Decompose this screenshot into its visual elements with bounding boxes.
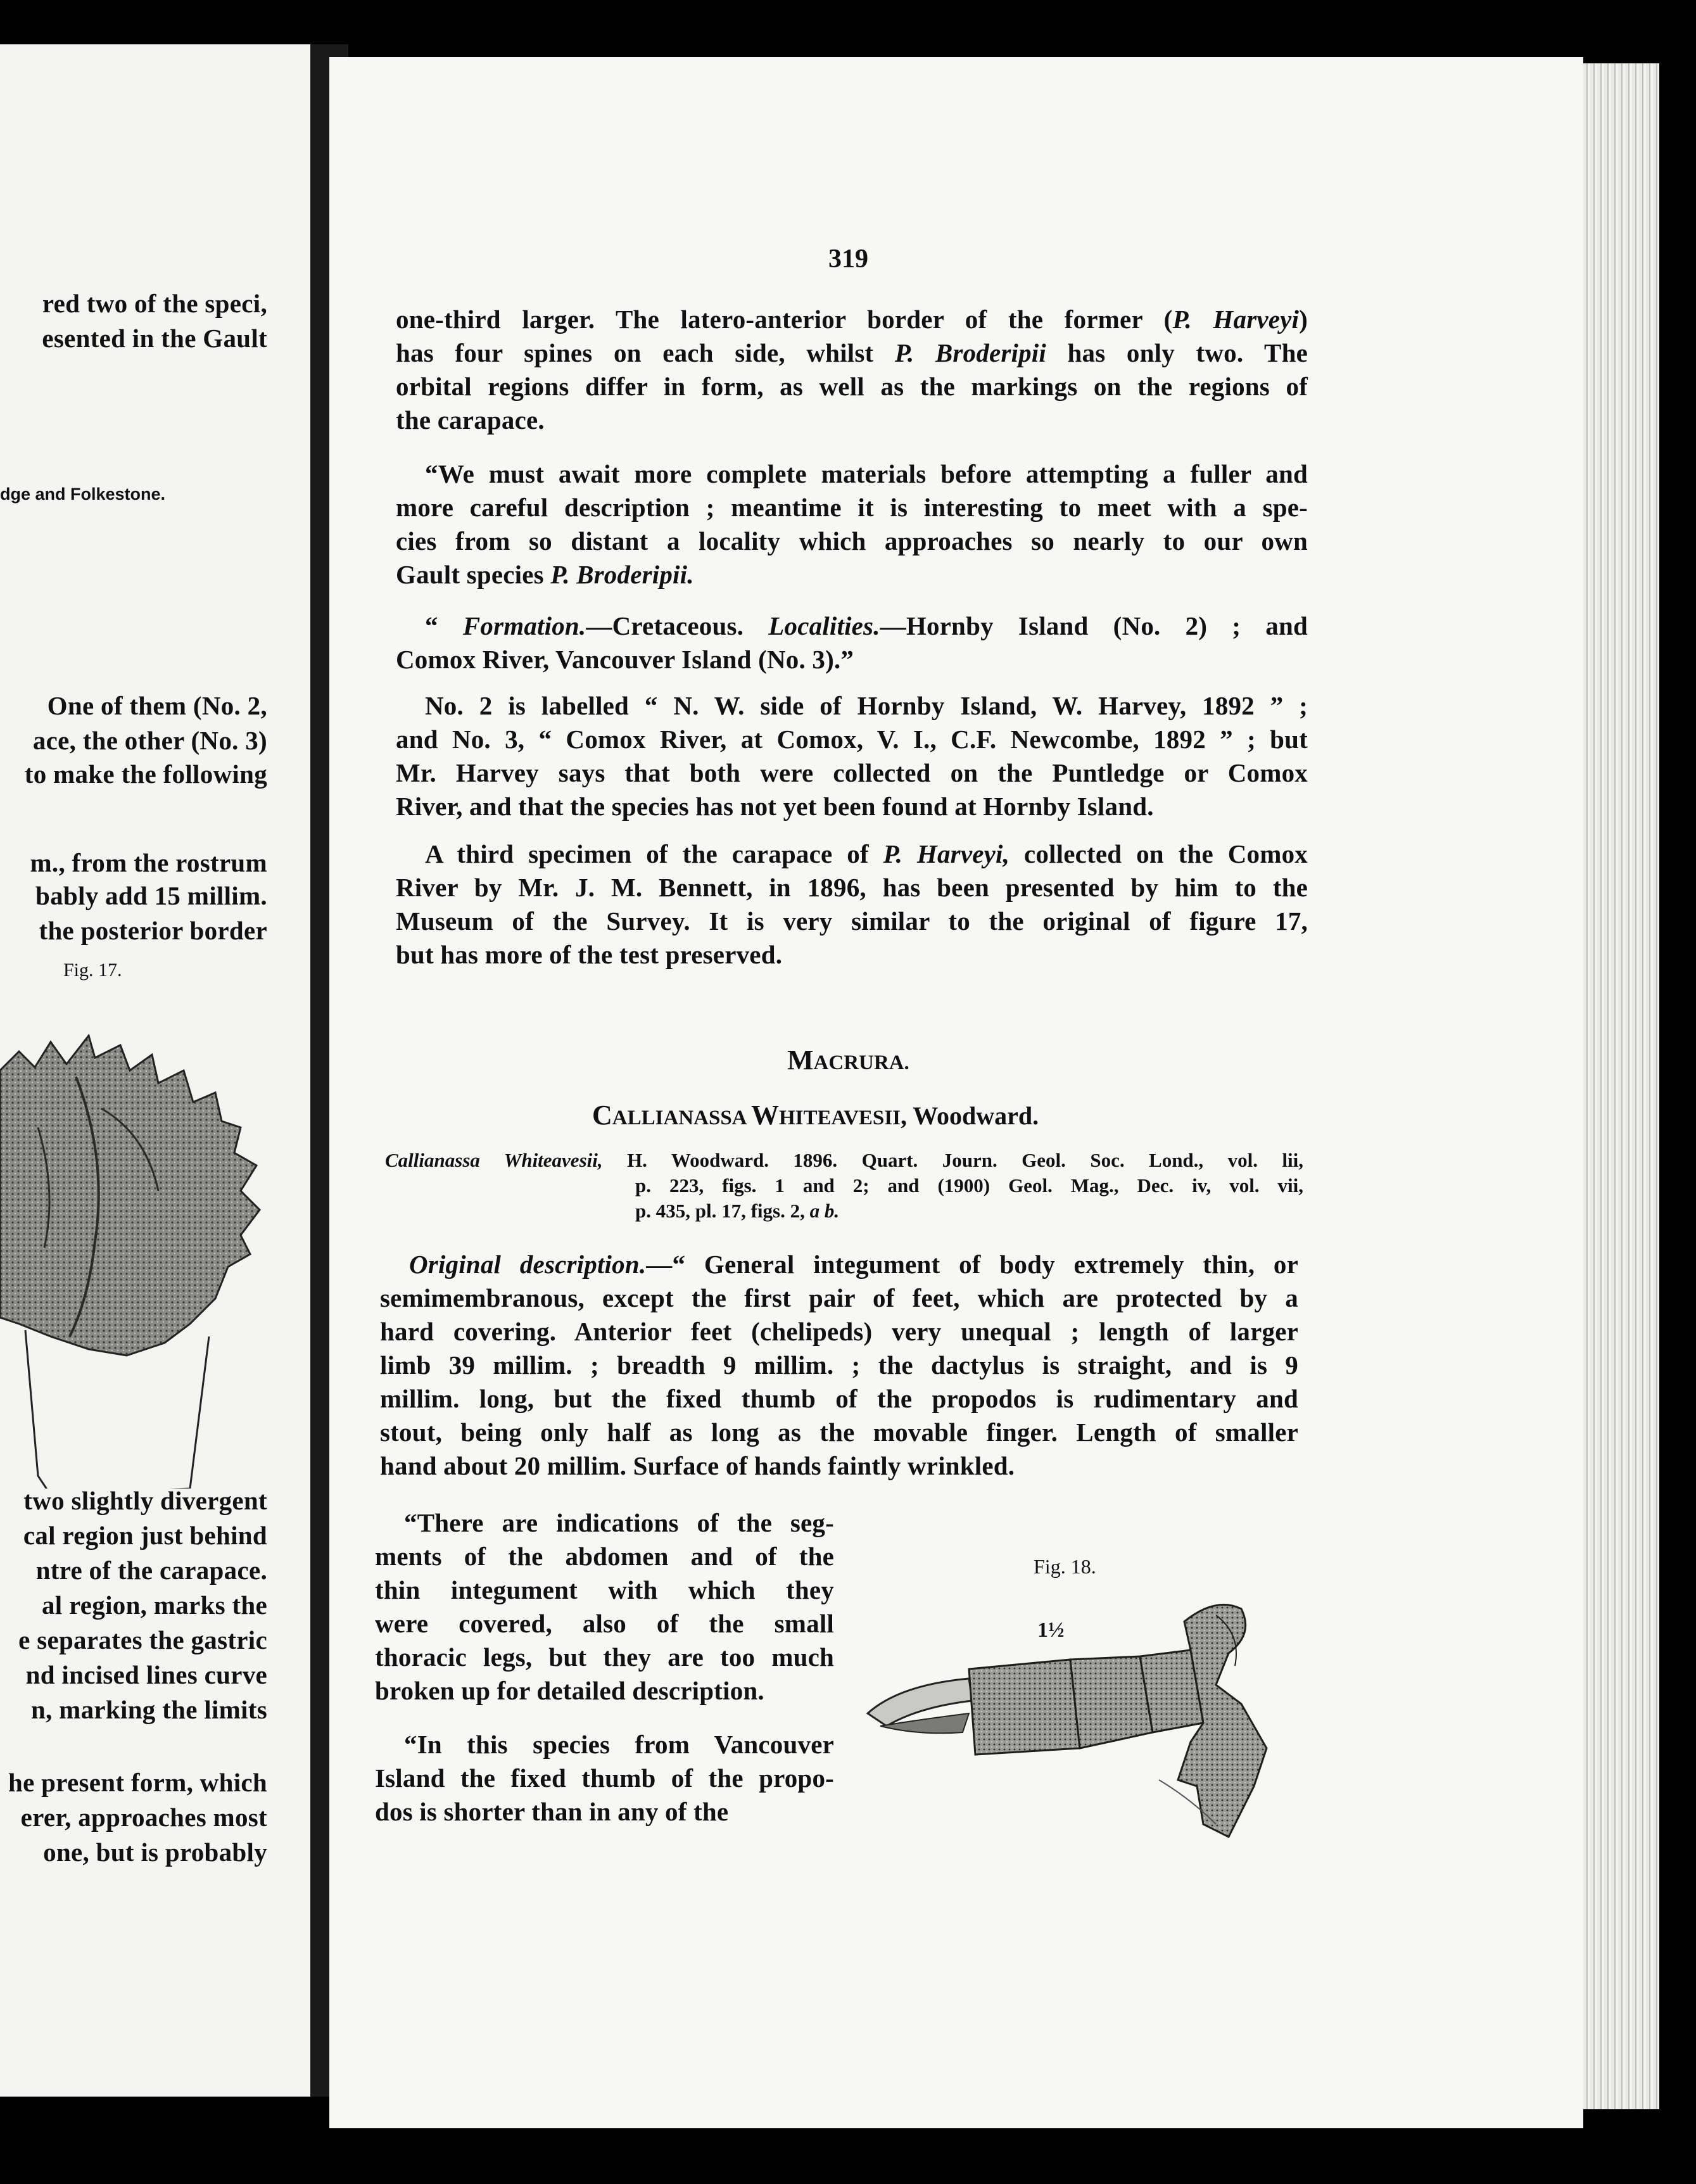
paragraph-carapace-comparison — [396, 303, 1308, 437]
left-page-caption: dge and Folkestone. — [0, 485, 166, 504]
text-line: Gault species P. Broderipii. — [396, 560, 694, 589]
left-page-line: red two of the speci, — [42, 289, 267, 318]
text-line: Comox River, Vancouver Island (No. 3).” — [396, 645, 854, 674]
callianassa-claw-illustration — [861, 1596, 1305, 1862]
synonymy-reference — [385, 1148, 1303, 1224]
text-line: millim. long, but the fixed thumb of the propodos is rudimentary and — [380, 1384, 1298, 1413]
figure-18-scale-mark: 1½ — [1037, 1618, 1065, 1642]
left-page-line: al region, marks the — [41, 1590, 267, 1620]
text-line: orbital regions differ in form, as well as the markings on the regions of — [396, 372, 1308, 401]
left-page-line: e separates the gastric — [18, 1625, 267, 1654]
reference-line: p. 435, pl. 17, figs. 2, a b. — [635, 1200, 840, 1222]
text-line: ments of the abdomen and of the — [375, 1542, 834, 1571]
paragraph-abdomen-indications — [375, 1506, 834, 1708]
text-line: cies from so distant a locality which approaches so nearly to our own — [396, 526, 1308, 556]
paragraph-await-materials — [396, 457, 1308, 592]
text-line: and No. 3, “ Comox River, at Comox, V. I., C.F. Newcombe, 1892 ” ; but — [396, 725, 1308, 754]
text-line: but has more of the test preserved. — [396, 940, 783, 969]
paragraph-fixed-thumb — [375, 1728, 834, 1829]
text-line: thin integument with which they — [375, 1575, 834, 1604]
text-line: has four spines on each side, whilst P. Broderipii has only two. The — [396, 338, 1308, 367]
left-page — [0, 44, 310, 2097]
text-line: hard covering. Anterior feet (chelipeds) very unequal ; length of larger — [380, 1317, 1298, 1346]
text-line: one-third larger. The latero-anterior border of the former (P. Harveyi) — [396, 305, 1308, 334]
left-page-line: two slightly divergent — [23, 1486, 267, 1515]
left-page-line: esented in the Gault — [42, 324, 267, 353]
figure-18-label: Fig. 18. — [1034, 1555, 1096, 1578]
text-line: A third specimen of the carapace of P. Harveyi, collected on the Comox — [425, 839, 1308, 868]
paragraph-third-specimen — [396, 837, 1308, 972]
text-line: stout, being only half as long as the movable finger. Length of smaller — [380, 1418, 1298, 1447]
text-line: hand about 20 millim. Surface of hands faintly wrinkled. — [380, 1451, 1015, 1480]
text-line: Museum of the Survey. It is very similar to the original of figure 17, — [396, 906, 1308, 936]
text-line: Island the fixed thumb of the propo- — [375, 1763, 834, 1793]
text-line: limb 39 millim. ; breadth 9 millim. ; the dactylus is straight, and is 9 — [380, 1350, 1298, 1380]
left-page-line: ntre of the carapace. — [35, 1556, 267, 1585]
left-page-line: to make the following — [24, 759, 267, 789]
left-page-line: one, but is probably — [43, 1838, 267, 1867]
text-line: dos is shorter than in any of the — [375, 1797, 729, 1826]
left-page-line: erer, approaches most — [20, 1803, 267, 1832]
paragraph-formation — [396, 609, 1308, 676]
crab-carapace-illustration — [0, 1032, 272, 1489]
left-page-line: cal region just behind — [23, 1521, 267, 1550]
text-line: Original description.—“ General integument of body extremely thin, or — [409, 1250, 1298, 1279]
text-line: the carapace. — [396, 405, 545, 435]
section-heading-macrura: MACRURA. — [787, 1044, 909, 1076]
reference-line: Callianassa Whiteavesii, H. Woodward. 1896. Quart. Journ. Geol. Soc. Lond., vol. lii, — [385, 1149, 1304, 1171]
text-line: broken up for detailed description. — [375, 1676, 764, 1705]
text-line: River, and that the species has not yet been found at Hornby Island. — [396, 792, 1154, 821]
text-line: more careful description ; meantime it is interesting to meet with a spe- — [396, 493, 1308, 522]
text-line: No. 2 is labelled “ N. W. side of Hornby Island, W. Harvey, 1892 ” ; — [425, 691, 1308, 720]
left-page-line: nd incised lines curve — [25, 1660, 267, 1689]
left-page-line: the posterior border — [39, 916, 267, 945]
page-number: 319 — [828, 244, 868, 274]
text-line: thoracic legs, but they are too much — [375, 1642, 834, 1672]
paragraph-labels — [396, 689, 1308, 823]
species-heading: CALLIANASSA WHITEAVESII, Woodward. — [592, 1100, 1039, 1131]
left-page-line: One of them (No. 2, — [47, 691, 267, 720]
left-page-line: bably add 15 millim. — [35, 881, 267, 910]
reference-line: p. 223, figs. 1 and 2; and (1900) Geol. Mag., Dec. iv, vol. vii, — [635, 1174, 1303, 1197]
left-page-line: n, marking the limits — [30, 1695, 267, 1724]
left-page-line: ace, the other (No. 3) — [32, 726, 267, 755]
text-line: were covered, also of the small — [375, 1609, 834, 1638]
text-line: River by Mr. J. M. Bennett, in 1896, has been presented by him to the — [396, 873, 1308, 902]
text-line: semimembranous, except the first pair of feet, which are protected by a — [380, 1283, 1298, 1312]
left-page-line: m., from the rostrum — [30, 848, 267, 877]
text-line: “There are indications of the seg- — [404, 1508, 834, 1537]
text-line: “In this species from Vancouver — [404, 1730, 834, 1759]
paragraph-original-description — [380, 1248, 1298, 1483]
left-page-line: he present form, which — [8, 1768, 267, 1797]
text-line: “ Formation.—Cretaceous. Localities.—Hornby Island (No. 2) ; and — [425, 611, 1308, 640]
text-line: “We must await more complete materials before attempting a fuller and — [425, 459, 1308, 488]
text-line: Mr. Harvey says that both were collected on the Puntledge or Comox — [396, 758, 1308, 787]
figure-17-label: Fig. 17. — [63, 960, 122, 981]
page-edges — [1583, 63, 1659, 2109]
